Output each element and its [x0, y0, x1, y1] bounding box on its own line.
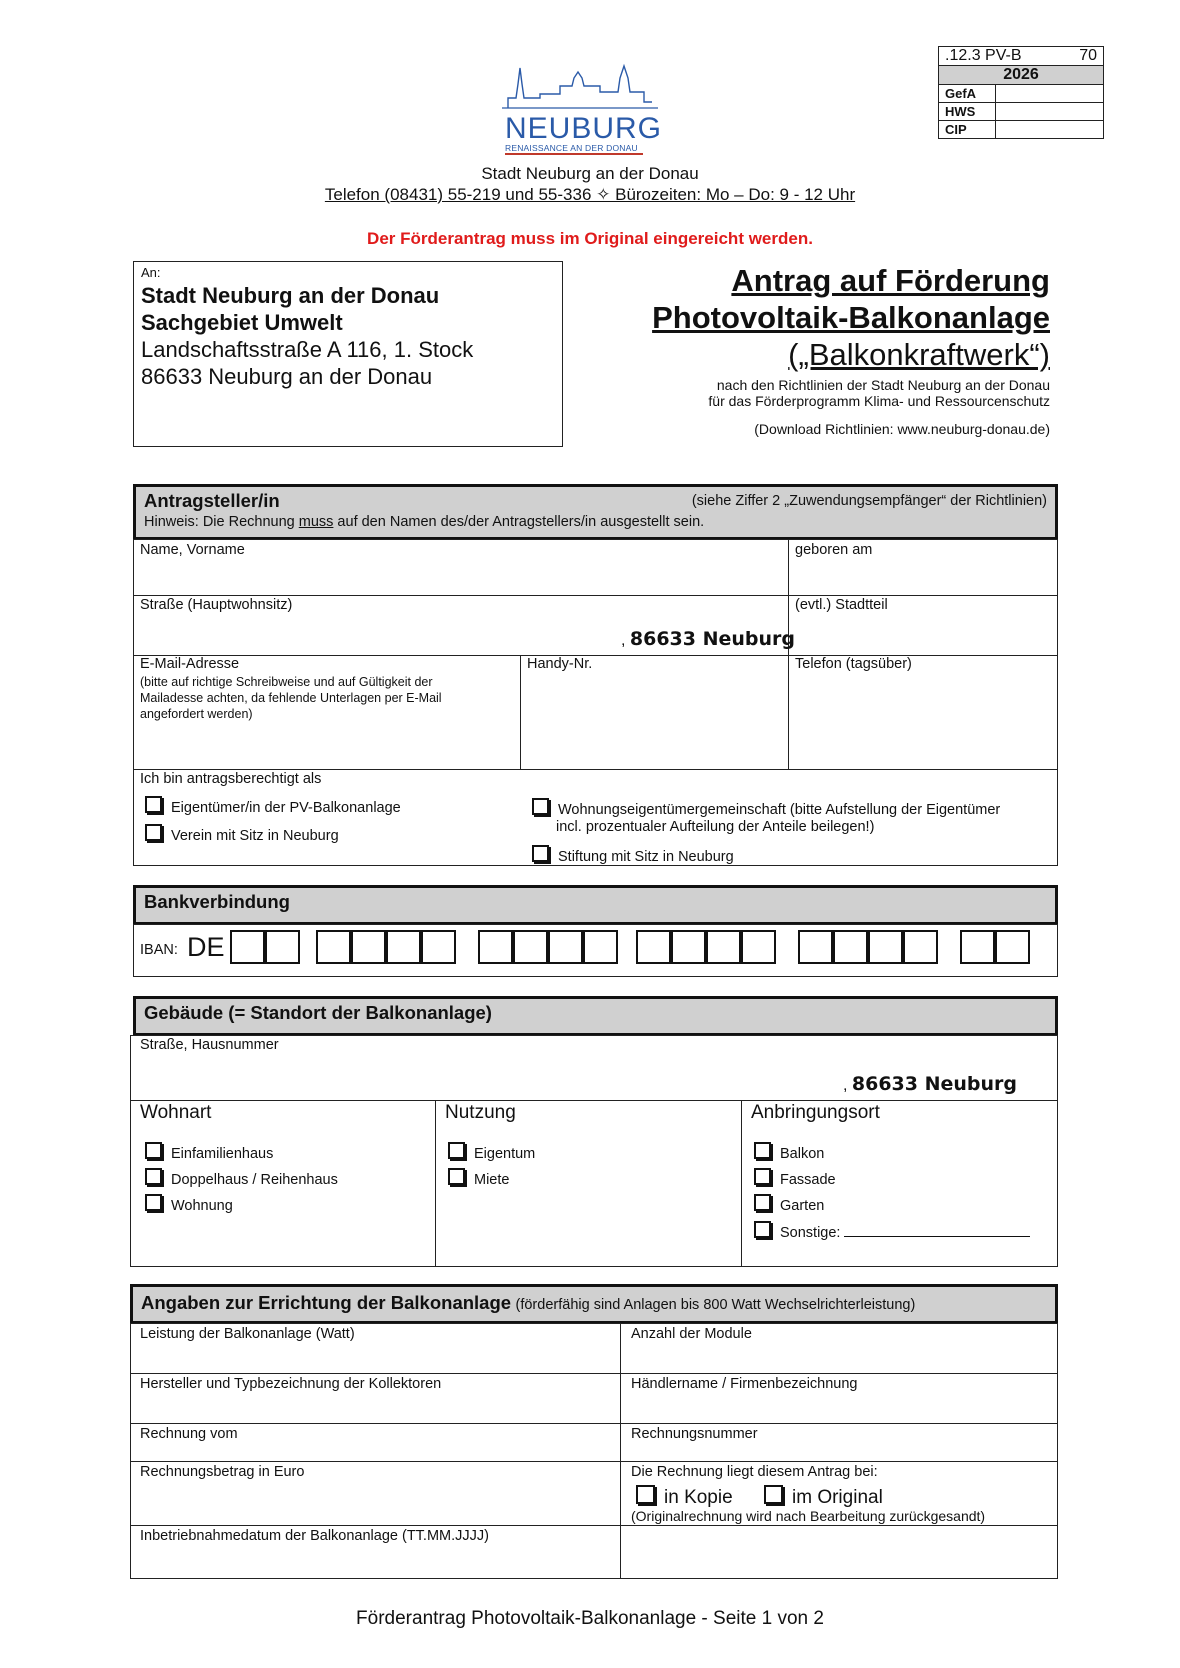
- district-field[interactable]: (evtl.) Stadtteil: [795, 597, 888, 613]
- iban-digit-box[interactable]: [265, 930, 300, 964]
- rent-checkbox[interactable]: [448, 1168, 465, 1185]
- name-field[interactable]: Name, Vorname: [140, 542, 245, 558]
- title-line3: („Balkonkraftwerk“): [788, 337, 1050, 372]
- house-semi-option[interactable]: Doppelhaus / Reihenhaus: [145, 1168, 338, 1188]
- building-header: [133, 996, 1058, 1036]
- weg-checkbox[interactable]: [532, 798, 549, 815]
- iban-digit-box[interactable]: [960, 930, 995, 964]
- iban-digit-box[interactable]: [583, 930, 618, 964]
- attached-label: Die Rechnung liegt diesem Antrag bei:: [631, 1464, 878, 1480]
- applicant-ref: (siehe Ziffer 2 „Zuwendungsempfänger“ der Richtlinien): [691, 493, 1047, 509]
- owner-checkbox[interactable]: [145, 796, 162, 813]
- eligible-owner-option[interactable]: Eigentümer/in der PV-Balkonanlage: [145, 796, 401, 816]
- iban-digit-box[interactable]: [706, 930, 741, 964]
- page-footer: Förderantrag Photovoltaik-Balkonanlage - Seite 1 von 2: [356, 1608, 824, 1629]
- address-line4: 86633 Neuburg an der Donau: [141, 364, 433, 389]
- city-contact: Telefon (08431) 55-219 und 55-336 ✧ Bürozeiten: Mo – Do: 9 - 12 Uhr: [324, 185, 856, 204]
- bank-heading: Bankverbindung: [144, 891, 290, 912]
- amount-field[interactable]: Rechnungsbetrag in Euro: [140, 1464, 305, 1480]
- city-name: Stadt Neuburg an der Donau: [481, 164, 699, 183]
- other-checkbox[interactable]: [754, 1221, 771, 1238]
- title-line1: Antrag auf Förderung: [731, 263, 1050, 298]
- facade-checkbox[interactable]: [754, 1168, 771, 1185]
- title-line2: Photovoltaik-Balkonanlage: [652, 300, 1050, 335]
- apartment-option[interactable]: Wohnung: [145, 1194, 233, 1214]
- original-notice: Der Förderantrag muss im Original eingereicht werden.: [367, 229, 813, 248]
- iban-prefix: DE: [187, 932, 225, 962]
- email-field[interactable]: E-Mail-Adresse: [140, 656, 240, 672]
- birthdate-field[interactable]: geboren am: [795, 542, 873, 558]
- foundation-checkbox[interactable]: [532, 845, 549, 862]
- iban-digit-box[interactable]: [386, 930, 421, 964]
- ownership-checkbox[interactable]: [448, 1142, 465, 1159]
- ref-code: .12.3 PV-B: [945, 47, 1022, 64]
- single-house-checkbox[interactable]: [145, 1142, 162, 1159]
- building-city-value: , 86633 Neuburg: [843, 1073, 1018, 1095]
- apartment-checkbox[interactable]: [145, 1194, 162, 1211]
- email-note: (bitte auf richtige Schreibweise und auf Gültigkeit der Mailadesse achten, da fehlende Unterlagen per E-Mail angefordert werden): [140, 675, 442, 721]
- install-heading-note: (förderfähig sind Anlagen bis 800 Watt Wechselrichterleistung): [515, 1297, 916, 1313]
- mounting-label: Anbringungsort: [751, 1102, 880, 1123]
- logo-wordmark: NEUBURG: [505, 112, 663, 145]
- rent-option[interactable]: Miete: [448, 1168, 509, 1188]
- iban-digit-box[interactable]: [351, 930, 386, 964]
- street-field[interactable]: Straße (Hauptwohnsitz): [140, 597, 293, 613]
- iban-digit-box[interactable]: [798, 930, 833, 964]
- address-to: An:: [141, 265, 161, 280]
- original-option[interactable]: im Original: [764, 1485, 883, 1509]
- iban-digit-box[interactable]: [316, 930, 351, 964]
- invoice-hint: [144, 514, 704, 530]
- install-header: [130, 1284, 1058, 1324]
- ref-row-hws: HWS: [939, 103, 996, 121]
- weg-note: incl. prozentualer Aufteilung der Anteile beilegen!): [556, 819, 875, 835]
- returned-note: (Originalrechnung wird nach Bearbeitung zurückgesandt): [631, 1508, 986, 1524]
- eligible-club-option[interactable]: Verein mit Sitz in Neuburg: [145, 824, 339, 844]
- eligible-foundation-option[interactable]: Stiftung mit Sitz in Neuburg: [532, 845, 734, 865]
- modules-field[interactable]: Anzahl der Module: [631, 1326, 752, 1342]
- bank-header: [133, 885, 1058, 925]
- facade-option[interactable]: Fassade: [754, 1168, 836, 1188]
- iban-digit-box[interactable]: [421, 930, 456, 964]
- iban-digit-box[interactable]: [903, 930, 938, 964]
- hint-post: auf den Namen des/der Antragstellers/in ausgestellt sein.: [333, 514, 705, 530]
- iban-digit-box[interactable]: [548, 930, 583, 964]
- address-box: [133, 261, 563, 447]
- reference-box: [938, 46, 1104, 139]
- phone-field[interactable]: Telefon (tagsüber): [795, 656, 912, 672]
- power-field[interactable]: Leistung der Balkonanlage (Watt): [140, 1326, 355, 1342]
- address-line1: Stadt Neuburg an der Donau: [141, 283, 440, 308]
- iban-label: IBAN:: [140, 942, 178, 958]
- street-city-value: , 86633 Neuburg: [621, 628, 796, 650]
- garden-checkbox[interactable]: [754, 1194, 771, 1211]
- commission-date-field[interactable]: Inbetriebnahmedatum der Balkonanlage (TT.MM.JJJJ): [140, 1528, 489, 1544]
- nutzung-label: Nutzung: [445, 1102, 516, 1123]
- ref-year: 2026: [939, 66, 1104, 85]
- wohnart-label: Wohnart: [140, 1102, 212, 1123]
- skyline-icon: [500, 58, 660, 110]
- title-download: (Download Richtlinien: www.neuburg-donau.de): [754, 421, 1050, 437]
- invoice-date-field[interactable]: Rechnung vom: [140, 1426, 238, 1442]
- iban-digit-box[interactable]: [230, 930, 265, 964]
- iban-digit-box[interactable]: [833, 930, 868, 964]
- original-checkbox[interactable]: [764, 1485, 783, 1504]
- iban-digit-box[interactable]: [671, 930, 706, 964]
- applicant-header: [133, 484, 1058, 540]
- city-logo: [500, 58, 663, 153]
- balcony-option[interactable]: Balkon: [754, 1142, 824, 1162]
- hint-pre: Hinweis: Die Rechnung: [144, 514, 299, 530]
- iban-digit-box[interactable]: [995, 930, 1030, 964]
- mobile-field[interactable]: Handy-Nr.: [527, 656, 593, 672]
- ref-row-gefa: GefA: [939, 85, 996, 103]
- logo-tagline: RENAISSANCE AN DER DONAU: [505, 143, 643, 155]
- iban-digit-box[interactable]: [513, 930, 548, 964]
- copy-option[interactable]: in Kopie: [636, 1485, 733, 1509]
- building-street-field[interactable]: Straße, Hausnummer: [140, 1037, 279, 1053]
- semi-house-checkbox[interactable]: [145, 1168, 162, 1185]
- iban-digit-box[interactable]: [741, 930, 776, 964]
- ref-row-cip: CIP: [939, 121, 996, 139]
- eligible-weg-option[interactable]: Wohnungseigentümergemeinschaft (bitte Aufstellung der Eigentümer: [532, 798, 1000, 818]
- house-single-option[interactable]: Einfamilienhaus: [145, 1142, 273, 1162]
- club-checkbox[interactable]: [145, 824, 162, 841]
- address-line2: Sachgebiet Umwelt: [141, 310, 343, 335]
- dealer-field[interactable]: Händlername / Firmenbezeichnung: [631, 1376, 858, 1392]
- copy-checkbox[interactable]: [636, 1485, 655, 1504]
- maker-field[interactable]: Hersteller und Typbezeichnung der Kollektoren: [140, 1376, 442, 1392]
- hint-must: muss: [298, 514, 334, 530]
- ref-number: 70: [1079, 47, 1097, 64]
- form-title: [652, 262, 1050, 437]
- other-input-line[interactable]: [844, 1224, 1030, 1237]
- title-sub2: für das Förderprogramm Klima- und Ressourcenschutz: [708, 393, 1050, 409]
- install-heading: Angaben zur Errichtung der Balkonanlage: [141, 1292, 512, 1313]
- eligible-label: Ich bin antragsberechtigt als: [140, 771, 322, 787]
- invoice-number-field[interactable]: Rechnungsnummer: [631, 1426, 758, 1442]
- applicant-heading: Antragsteller/in: [144, 490, 280, 511]
- iban-digit-box[interactable]: [868, 930, 903, 964]
- iban-digit-box[interactable]: [636, 930, 671, 964]
- ownership-option[interactable]: Eigentum: [448, 1142, 535, 1162]
- address-line3: Landschaftsstraße A 116, 1. Stock: [141, 337, 474, 362]
- building-heading: Gebäude (= Standort der Balkonanlage): [144, 1002, 492, 1023]
- iban-digit-box[interactable]: [478, 930, 513, 964]
- balcony-checkbox[interactable]: [754, 1142, 771, 1159]
- garden-option[interactable]: Garten: [754, 1194, 824, 1214]
- title-sub1: nach den Richtlinien der Stadt Neuburg an der Donau: [716, 377, 1050, 393]
- other-option[interactable]: Sonstige:: [754, 1221, 1030, 1241]
